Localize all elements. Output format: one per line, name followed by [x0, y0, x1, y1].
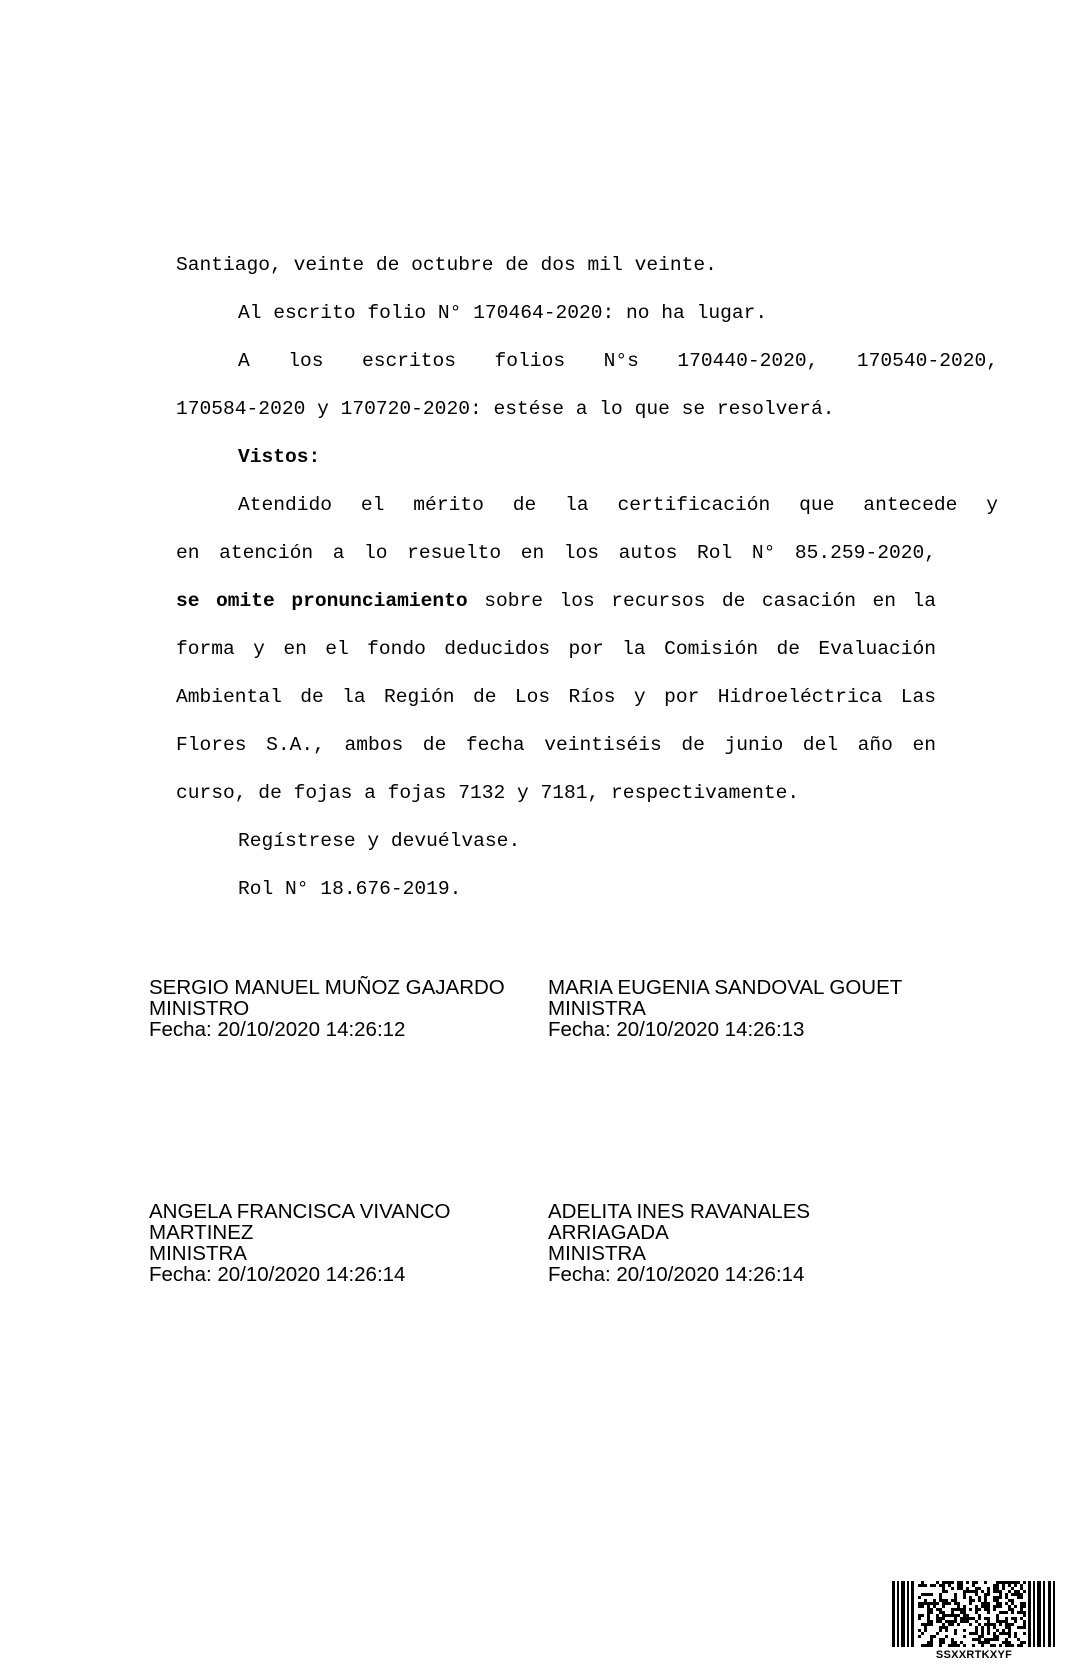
signature-block-1: [149, 977, 505, 1040]
paragraph-main-line4: forma y en el fondo deducidos por la Comisión de Evaluación: [176, 638, 936, 660]
signer-role: MINISTRA: [548, 1242, 646, 1265]
signer-role: MINISTRA: [149, 1242, 247, 1265]
verification-code: SSXXRTKXYF: [935, 1649, 1013, 1661]
paragraph-main-line3-rest: sobre los recursos de casación en la: [484, 590, 937, 612]
signer-role: MINISTRO: [149, 997, 250, 1020]
signer-role: MINISTRA: [548, 997, 646, 1020]
signer-name: MARIA EUGENIA SANDOVAL GOUET: [548, 976, 903, 999]
vistos-heading: Vistos:: [238, 446, 321, 468]
signature-block-3: [149, 1201, 451, 1285]
signer-name-line2: ARRIAGADA: [548, 1221, 669, 1244]
signer-name: ADELITA INES RAVANALES: [548, 1200, 811, 1223]
paragraph-folio: Al escrito folio N° 170464-2020: no ha lugar.: [238, 302, 768, 324]
signature-date: Fecha: 20/10/2020 14:26:14: [548, 1263, 805, 1286]
paragraph-main-line2: en atención a lo resuelto en los autos Rol N° 85.259-2020,: [176, 542, 936, 564]
signature-block-2: [548, 977, 902, 1040]
paragraph-main-line5: Ambiental de la Región de Los Ríos y por Hidroeléctrica Las: [176, 686, 936, 708]
signature-block-4: [548, 1201, 810, 1285]
date-line: Santiago, veinte de octubre de dos mil veinte.: [176, 254, 717, 276]
signature-date: Fecha: 20/10/2020 14:26:13: [548, 1018, 805, 1041]
resolution-body: [176, 241, 998, 913]
signature-date: Fecha: 20/10/2020 14:26:12: [149, 1018, 406, 1041]
barcode-icon: [892, 1581, 1056, 1657]
signer-name: SERGIO MANUEL MUÑOZ GAJARDO: [149, 976, 505, 999]
signer-name: ANGELA FRANCISCA VIVANCO: [149, 1200, 451, 1223]
omite-pronunciamiento-bold: se omite pronunciamiento: [176, 590, 468, 612]
paragraph-main-line7: curso, de fojas a fojas 7132 y 7181, respectivamente.: [176, 782, 800, 804]
paragraph-main-line3: [176, 577, 936, 625]
signature-date: Fecha: 20/10/2020 14:26:14: [149, 1263, 406, 1286]
paragraph-registrese: Regístrese y devuélvase.: [238, 830, 521, 852]
paragraph-folios-line1: A los escritos folios N°s 170440-2020, 170540-2020,: [238, 350, 998, 372]
paragraph-main-line6: Flores S.A., ambos de fecha veintiséis de junio del año en: [176, 734, 936, 756]
paragraph-folios-line2: 170584-2020 y 170720-2020: estése a lo que se resolverá.: [176, 398, 835, 420]
barcode-graphic: [892, 1581, 1056, 1647]
signer-name-line2: MARTINEZ: [149, 1221, 254, 1244]
rol-number: Rol N° 18.676-2019.: [238, 878, 462, 900]
paragraph-main-line1: Atendido el mérito de la certificación que antecede y: [238, 494, 998, 516]
